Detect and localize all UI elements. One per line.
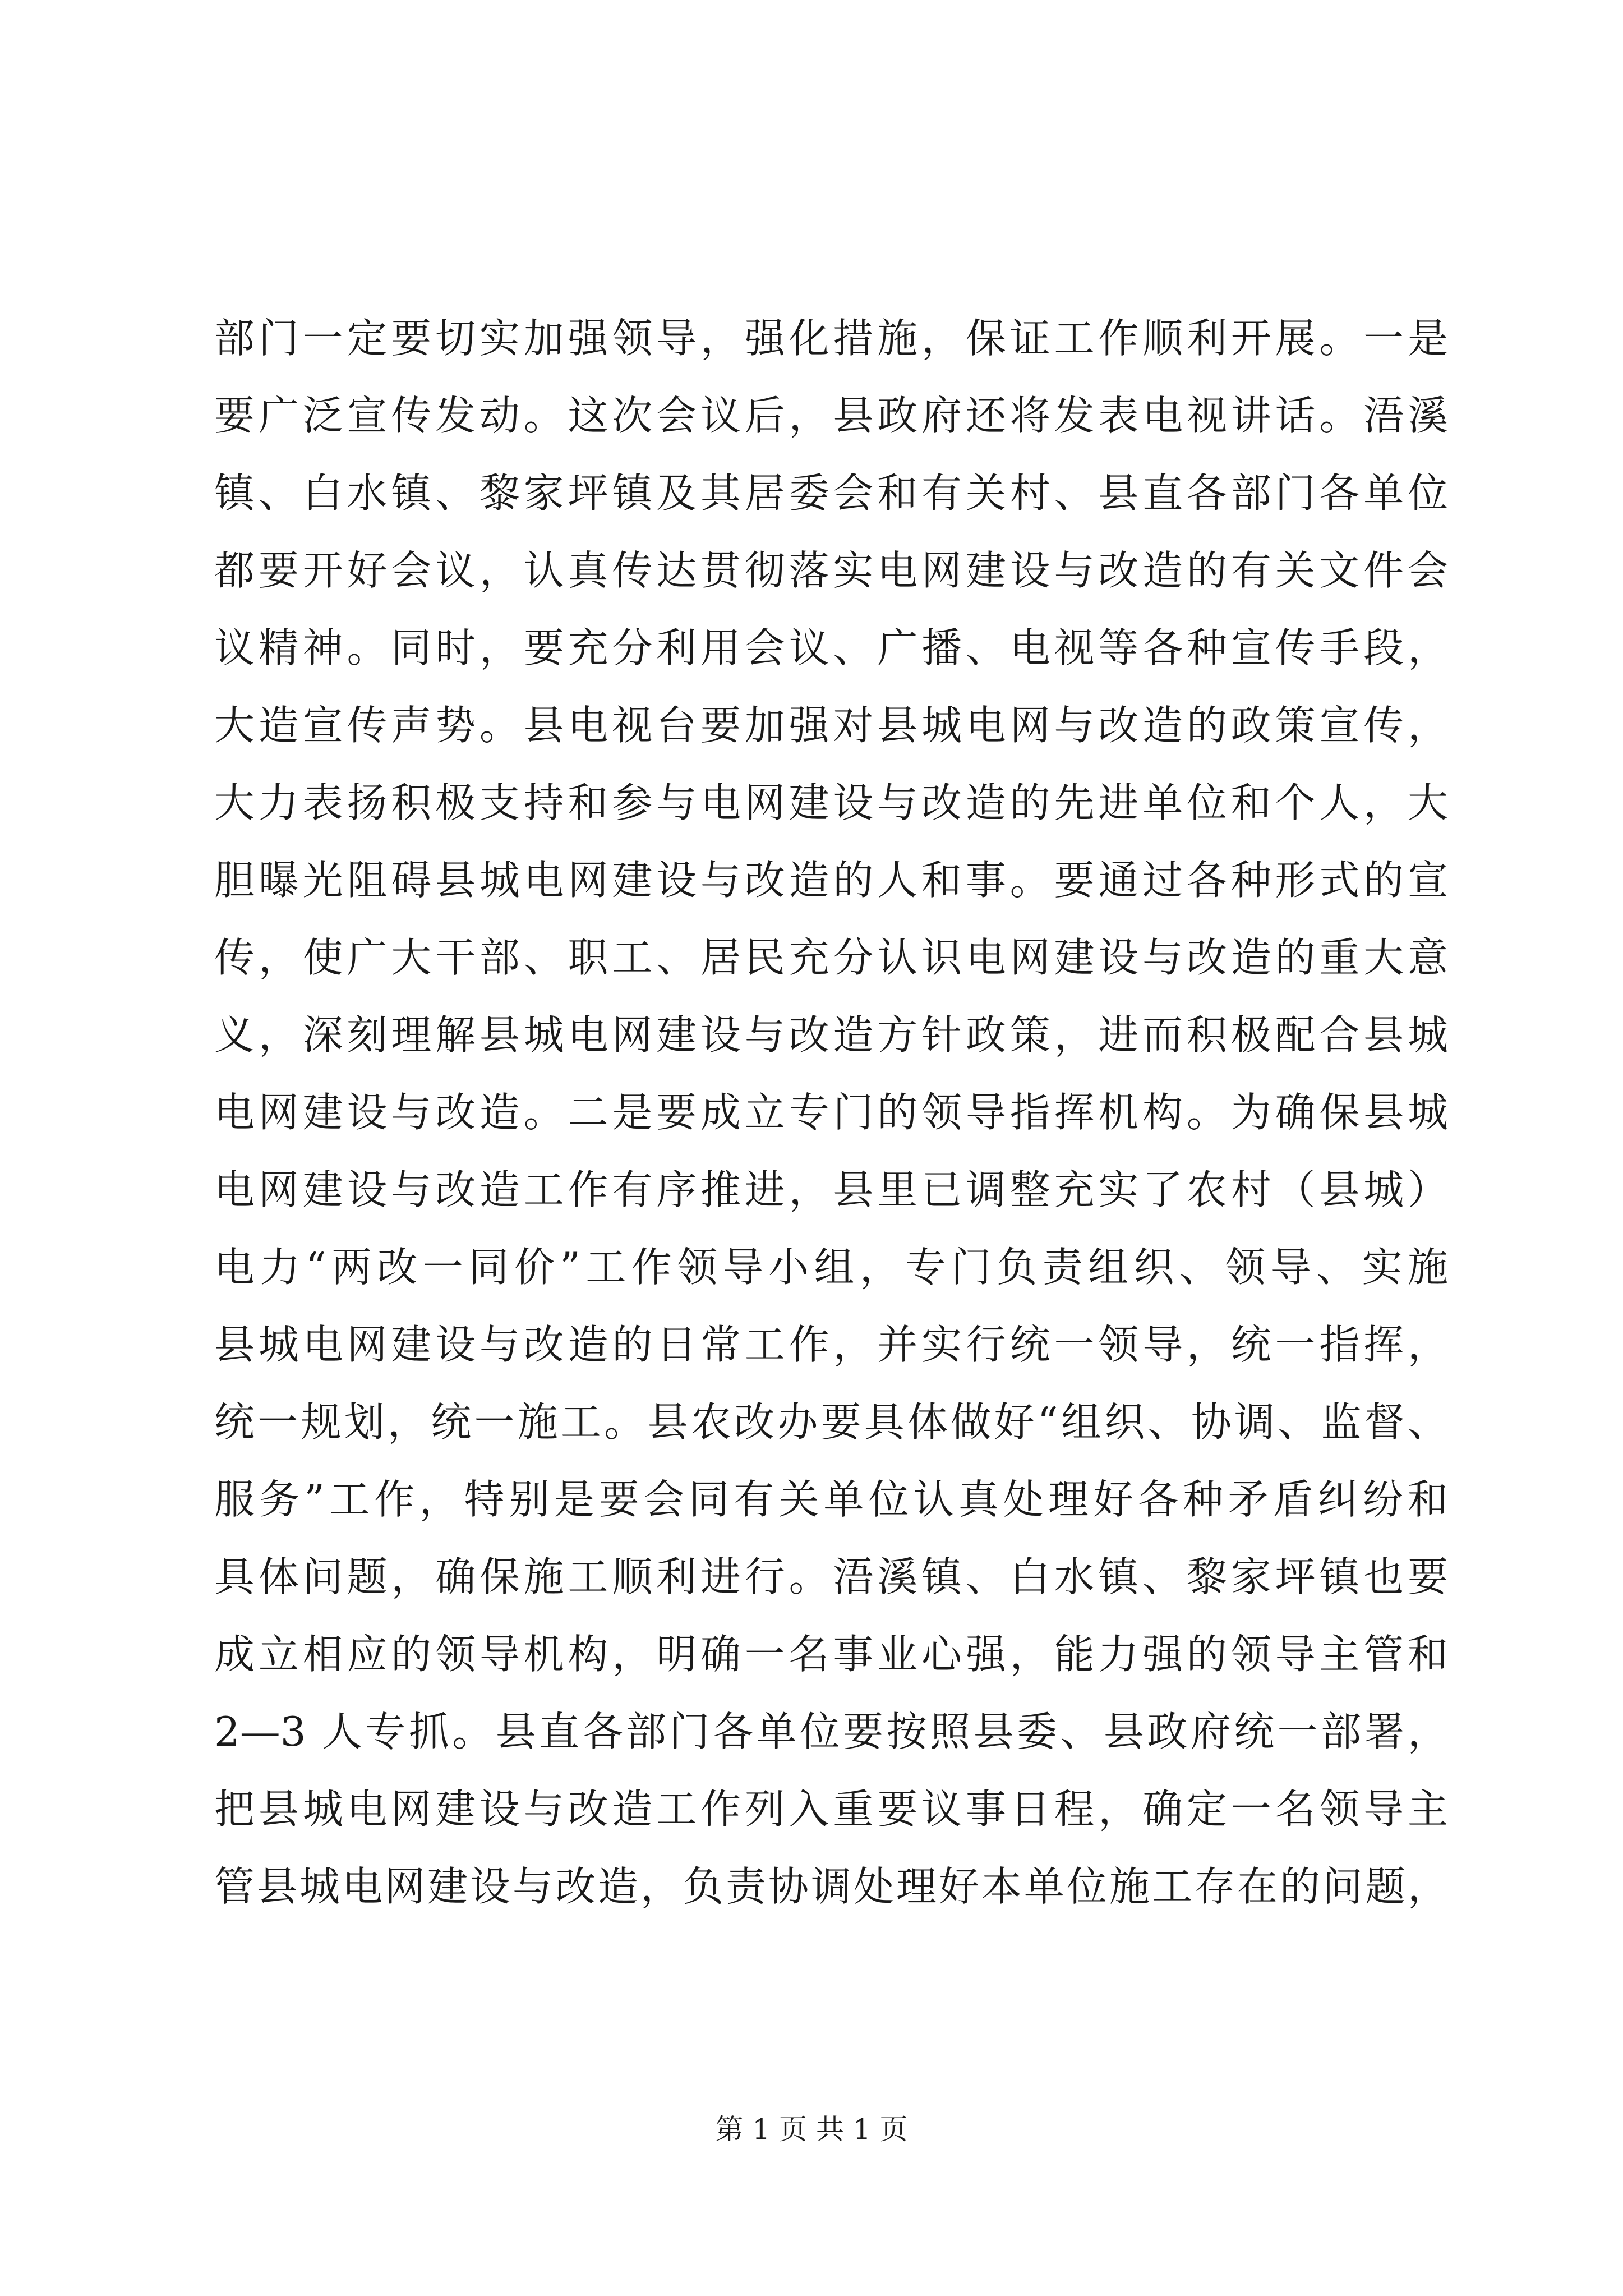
page-number-label: 第 1 页 共 1 页 xyxy=(715,2113,908,2146)
page-footer xyxy=(0,2107,1623,2147)
text-line: 具体问题，确保施工顺利进行。浯溪镇、白水镇、黎家坪镇也要 xyxy=(214,1553,1448,1600)
text-line: 镇、白水镇、黎家坪镇及其居委会和有关村、县直各部门各单位 xyxy=(214,470,1448,517)
text-line: 管县城电网建设与改造，负责协调处理好本单位施工存在的问题， xyxy=(214,1863,1448,1910)
text-line: 大造宣传声势。县电视台要加强对县城电网与改造的政策宣传， xyxy=(214,702,1448,749)
text-line: 议精神。同时，要充分利用会议、广播、电视等各种宣传手段， xyxy=(214,624,1448,671)
text-line: 传，使广大干部、职工、居民充分认识电网建设与改造的重大意 xyxy=(214,934,1448,981)
text-line: 服务”工作，特别是要会同有关单位认真处理好各种矛盾纠纷和 xyxy=(214,1476,1448,1523)
text-line: 统一规划，统一施工。县农改办要具体做好“组织、协调、监督、 xyxy=(214,1398,1448,1446)
text-line: 县城电网建设与改造的日常工作，并实行统一领导，统一指挥， xyxy=(214,1321,1448,1368)
text-line: 把县城电网建设与改造工作列入重要议事日程，确定一名领导主 xyxy=(214,1786,1448,1833)
text-line: 要广泛宣传发动。这次会议后，县政府还将发表电视讲话。浯溪 xyxy=(214,392,1448,439)
body-text xyxy=(214,300,1448,1925)
text-line: 胆曝光阻碍县城电网建设与改造的人和事。要通过各种形式的宣 xyxy=(214,857,1448,904)
text-line: 成立相应的领导机构，明确一名事业心强，能力强的领导主管和 xyxy=(214,1631,1448,1678)
text-line: 电网建设与改造工作有序推进，县里已调整充实了农村（县城） xyxy=(214,1166,1448,1213)
text-line: 电力“两改一同价”工作领导小组，专门负责组织、领导、实施 xyxy=(214,1244,1448,1291)
text-line: 大力表扬积极支持和参与电网建设与改造的先进单位和个人，大 xyxy=(214,779,1448,826)
text-line: 部门一定要切实加强领导，强化措施，保证工作顺利开展。一是 xyxy=(214,315,1448,362)
text-line: 都要开好会议，认真传达贯彻落实电网建设与改造的有关文件会 xyxy=(214,547,1448,594)
text-line: 义，深刻理解县城电网建设与改造方针政策，进而积极配合县城 xyxy=(214,1011,1448,1059)
text-line: 电网建设与改造。二是要成立专门的领导指挥机构。为确保县城 xyxy=(214,1089,1448,1136)
text-line: 2—3 人专抓。县直各部门各单位要按照县委、县政府统一部署， xyxy=(214,1708,1448,1755)
